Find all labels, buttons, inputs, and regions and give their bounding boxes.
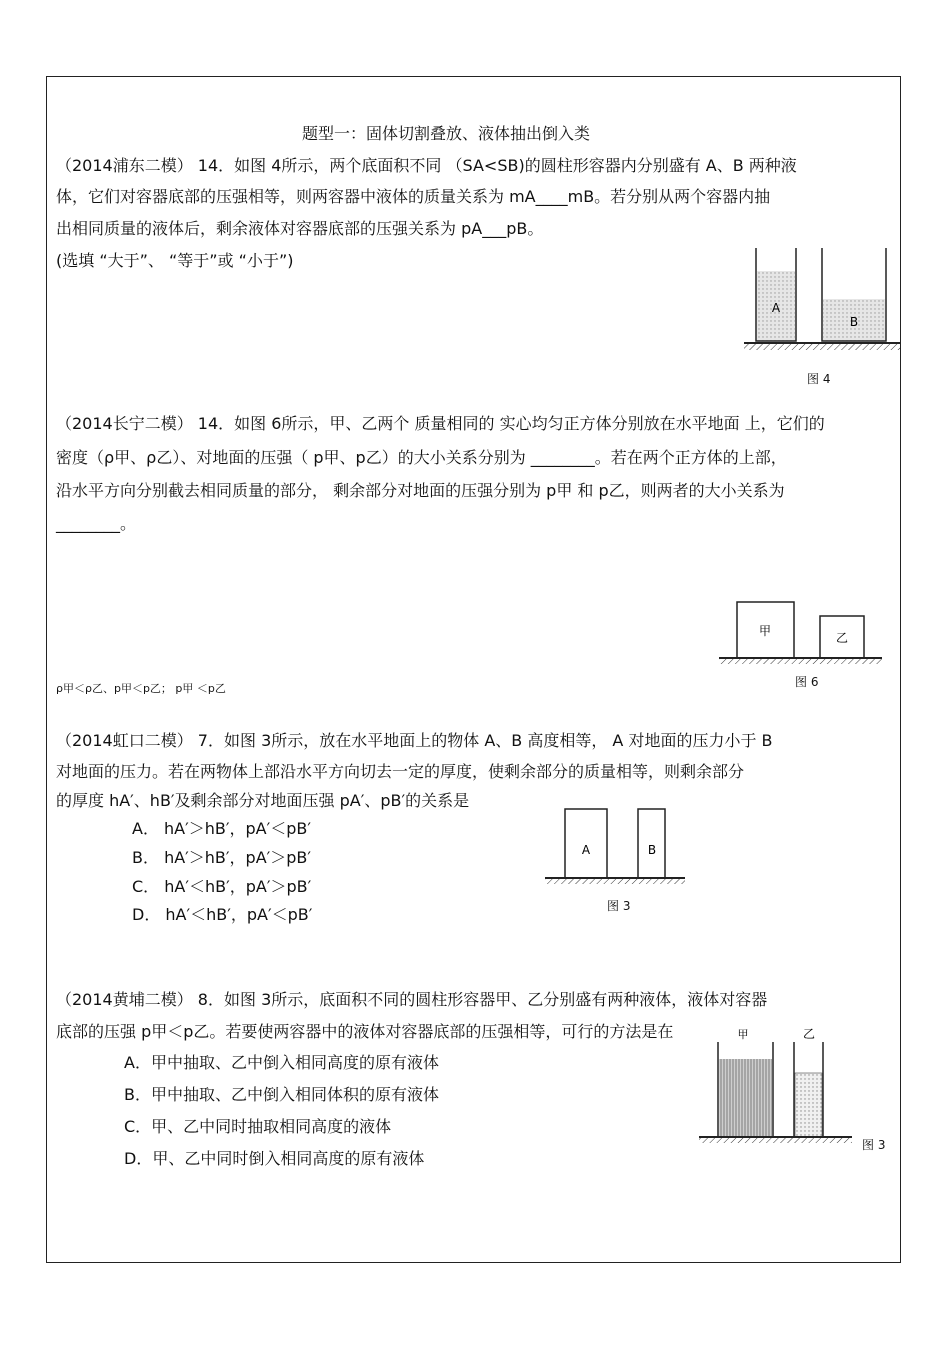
q3-line3: 的厚度 hA′、hB′及剩余部分对地面压强 pA′、pB′的关系是: [56, 791, 470, 810]
label-a: A: [581, 843, 591, 857]
q3-line2: 对地面的压力。若在两物体上部沿水平方向切去一定的厚度，使剩余部分的质量相等，则剩余部分: [56, 762, 745, 781]
fig4-caption: 图 4: [807, 372, 831, 386]
label-yi: 乙: [802, 1027, 816, 1041]
q4-option-c: C．甲、乙中同时抽取相同高度的液体: [124, 1117, 392, 1136]
figure-3-blocks: [542, 804, 688, 886]
q2-line2: 密度（ρ甲、ρ乙）、对地面的压强（ p甲、p乙）的大小关系分别为 ________。若在两个正方体的上部，: [56, 448, 787, 467]
label-yi: 乙: [835, 631, 849, 645]
q2-line1: （2014长宁二模） 14．如图 6所示，甲、乙两个 质量相同的 实心均匀正方体分别放在水平地面 上，它们的: [56, 414, 825, 433]
fig3b-caption: 图 3: [862, 1138, 886, 1152]
q4-option-d: D．甲、乙中同时倒入相同高度的原有液体: [124, 1149, 425, 1168]
q3-option-c: C． hA′＜hB′，pA′＞pB′: [132, 877, 312, 896]
figure-4-containers: [742, 244, 902, 356]
q1-line4: (选填 “大于”、 “等于”或 “小于”): [56, 251, 294, 270]
figure-3-liquid-containers: [696, 1022, 856, 1146]
q2-line4: ________。: [56, 514, 137, 533]
q4-option-b: B．甲中抽取、乙中倒入相同体积的原有液体: [124, 1085, 439, 1104]
q3-option-b: B． hA′＞hB′，pA′＞pB′: [132, 848, 312, 867]
label-a: A: [771, 301, 781, 315]
q1-line1: （2014浦东二模） 14．如图 4所示，两个底面积不同 （SA<SB)的圆柱形容器内分别盛有 A、B 两种液: [56, 156, 797, 175]
liquid-jia: [719, 1059, 772, 1137]
q3-line1: （2014虹口二模） 7．如图 3所示，放在水平地面上的物体 A、B 高度相等， A 对地面的压力小于 B: [56, 731, 773, 750]
q4-option-a: A．甲中抽取、乙中倒入相同高度的原有液体: [124, 1053, 439, 1072]
label-b: B: [849, 315, 859, 329]
q4-line1: （2014黄埔二模） 8．如图 3所示，底面积不同的圆柱形容器甲、乙分别盛有两种液体，液体对容器: [56, 990, 768, 1009]
figure-6-cubes: [716, 598, 884, 668]
section-title: 题型一：固体切割叠放、液体抽出倒入类: [302, 124, 591, 143]
q1-line2: 体，它们对容器底部的压强相等，则两容器中液体的质量关系为 mA____mB。若分别从两个容器内抽: [56, 187, 771, 206]
label-b: B: [647, 843, 657, 857]
ground-hatch: [744, 344, 900, 350]
liquid-yi: [795, 1073, 822, 1137]
ground-hatch: [699, 1138, 852, 1143]
label-jia: 甲: [737, 1028, 749, 1041]
q3-option-d: D． hA′＜hB′，pA′＜pB′: [132, 905, 313, 924]
q3-option-a: A． hA′＞hB′，pA′＜pB′: [132, 819, 312, 838]
q2-line3: 沿水平方向分别截去相同质量的部分， 剩余部分对地面的压强分别为 p甲 和 p乙，则两者的大小关系为: [56, 481, 785, 500]
q1-line3: 出相同质量的液体后，剩余液体对容器底部的压强关系为 pA___pB。: [56, 219, 544, 238]
label-jia: 甲: [758, 624, 772, 638]
fig3-caption: 图 3: [607, 899, 631, 913]
ground-hatch: [545, 879, 685, 884]
q2-answer: ρ甲＜ρ乙、p甲＜p乙； p甲 ＜p乙: [56, 682, 226, 695]
fig6-caption: 图 6: [795, 675, 819, 689]
ground-hatch: [719, 659, 882, 664]
q4-line2: 底部的压强 p甲＜p乙。若要使两容器中的液体对容器底部的压强相等，可行的方法是在: [56, 1022, 674, 1041]
